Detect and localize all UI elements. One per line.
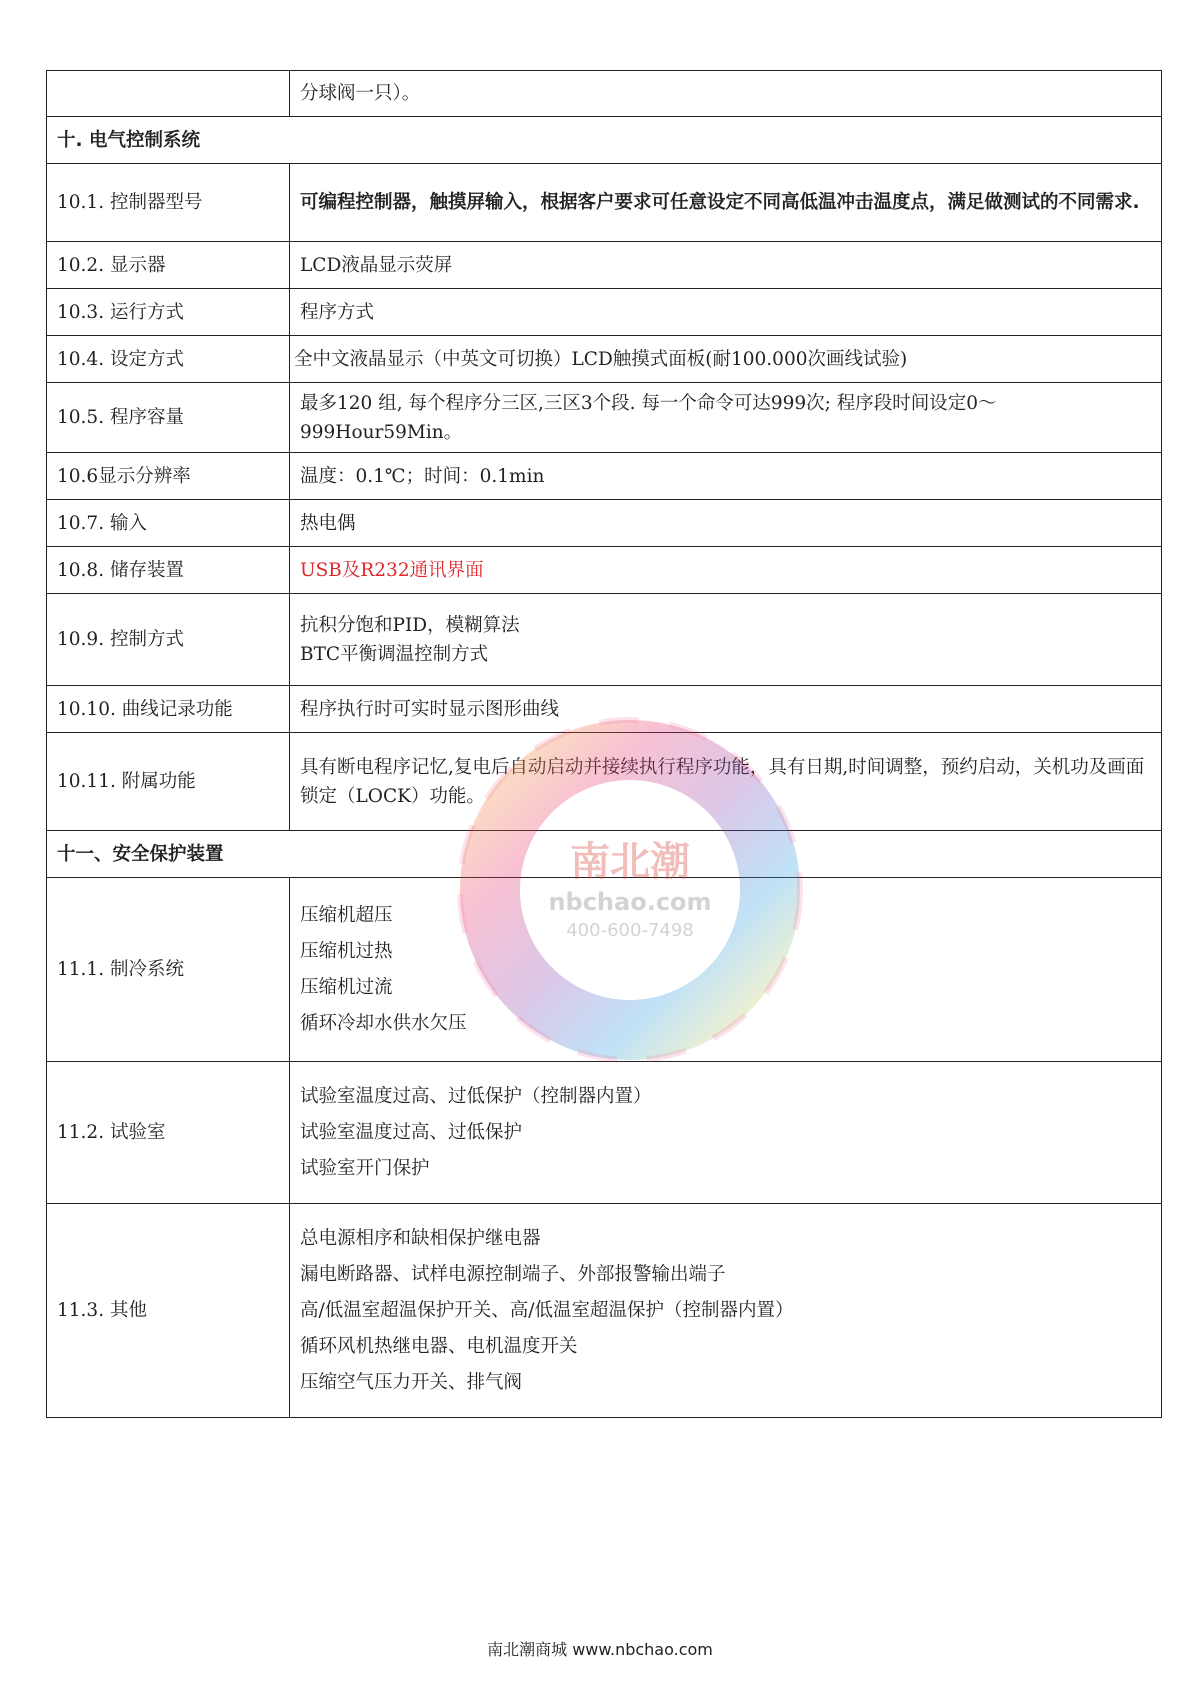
- table-row: [47, 71, 1162, 117]
- section-title: 十. 电气控制系统: [47, 117, 1162, 164]
- row-value: [290, 1204, 1162, 1418]
- table-row: [47, 1062, 1162, 1204]
- row-label: 10.9. 控制方式: [47, 594, 290, 686]
- table-row: [47, 547, 1162, 594]
- watermark-brand: 南北潮: [570, 839, 690, 885]
- value-line: 试验室温度过高、过低保护: [300, 1121, 523, 1143]
- value-line: 总电源相序和缺相保护继电器: [300, 1227, 541, 1249]
- value-line: 高/低温室超温保护开关、高/低温室超温保护（控制器内置）: [300, 1299, 794, 1321]
- value-line: BTC平衡调温控制方式: [300, 643, 489, 665]
- row-label: 10.11. 附属功能: [47, 733, 290, 831]
- page-footer: 南北潮商城 www.nbchao.com: [487, 1640, 713, 1659]
- row-value: 分球阀一只）。: [290, 71, 1162, 117]
- value-line: 压缩机过流: [300, 976, 393, 998]
- table-row: [47, 1204, 1162, 1418]
- row-value: 程序执行时可实时显示图形曲线: [290, 686, 1162, 733]
- row-value: 最多120 组, 每个程序分三区,三区3个段. 每一个命令可达999次; 程序段时间设定0～999Hour59Min。: [290, 383, 1162, 453]
- table-row: [47, 289, 1162, 336]
- row-value: [290, 1062, 1162, 1204]
- table-row: [47, 594, 1162, 686]
- table-row: [47, 686, 1162, 733]
- row-value: 全中文液晶显示（中英文可切换）LCD触摸式面板(耐100.000次画线试验): [290, 336, 1162, 383]
- section-header-row: [47, 117, 1162, 164]
- value-line: 压缩空气压力开关、排气阀: [300, 1371, 523, 1393]
- value-line: 漏电断路器、试样电源控制端子、外部报警输出端子: [300, 1263, 726, 1285]
- row-label: 11.1. 制冷系统: [47, 878, 290, 1062]
- row-label: 10.5. 程序容量: [47, 383, 290, 453]
- value-line: 抗积分饱和PID，模糊算法: [300, 614, 520, 636]
- value-line: 压缩机超压: [300, 904, 393, 926]
- row-value: 热电偶: [290, 500, 1162, 547]
- watermark-phone: 400-600-7498: [566, 920, 694, 941]
- value-line: 试验室温度过高、过低保护（控制器内置）: [300, 1085, 652, 1107]
- row-label: 10.2. 显示器: [47, 242, 290, 289]
- row-value: 程序方式: [290, 289, 1162, 336]
- spec-table: [46, 70, 1162, 1418]
- row-value: [290, 594, 1162, 686]
- row-value: 温度：0.1℃；时间：0.1min: [290, 453, 1162, 500]
- table-row: [47, 336, 1162, 383]
- row-label: [47, 71, 290, 117]
- value-line: 循环冷却水供水欠压: [300, 1012, 467, 1034]
- row-label: 10.3. 运行方式: [47, 289, 290, 336]
- row-label: 10.10. 曲线记录功能: [47, 686, 290, 733]
- row-label: 10.8. 储存装置: [47, 547, 290, 594]
- section-title: 十一、安全保护装置: [47, 831, 1162, 878]
- value-line: 循环风机热继电器、电机温度开关: [300, 1335, 578, 1357]
- table-row: [47, 383, 1162, 453]
- row-value: [290, 878, 1162, 1062]
- row-value: 具有断电程序记忆,复电后自动启动并接续执行程序功能，具有日期,时间调整，预约启动，关机功及画面锁定（LOCK）功能。: [290, 733, 1162, 831]
- spec-document: [46, 70, 1162, 1418]
- row-value: LCD液晶显示荧屏: [290, 242, 1162, 289]
- row-label: 11.3. 其他: [47, 1204, 290, 1418]
- row-value: USB及R232通讯界面: [290, 547, 1162, 594]
- row-label: 10.6显示分辨率: [47, 453, 290, 500]
- row-label: 11.2. 试验室: [47, 1062, 290, 1204]
- row-label: 10.7. 输入: [47, 500, 290, 547]
- value-line: 试验室开门保护: [300, 1157, 430, 1179]
- section-header-row: [47, 831, 1162, 878]
- row-label: 10.4. 设定方式: [47, 336, 290, 383]
- row-label: 10.1. 控制器型号: [47, 164, 290, 242]
- table-row: [47, 242, 1162, 289]
- value-line: 压缩机过热: [300, 940, 393, 962]
- table-row: [47, 878, 1162, 1062]
- row-value: 可编程控制器，触摸屏输入，根据客户要求可任意设定不同高低温冲击温度点，满足做测试的不同需求.: [290, 164, 1162, 242]
- watermark-domain: nbchao.com: [548, 888, 712, 916]
- table-row: [47, 733, 1162, 831]
- table-row: [47, 164, 1162, 242]
- table-row: [47, 500, 1162, 547]
- table-row: [47, 453, 1162, 500]
